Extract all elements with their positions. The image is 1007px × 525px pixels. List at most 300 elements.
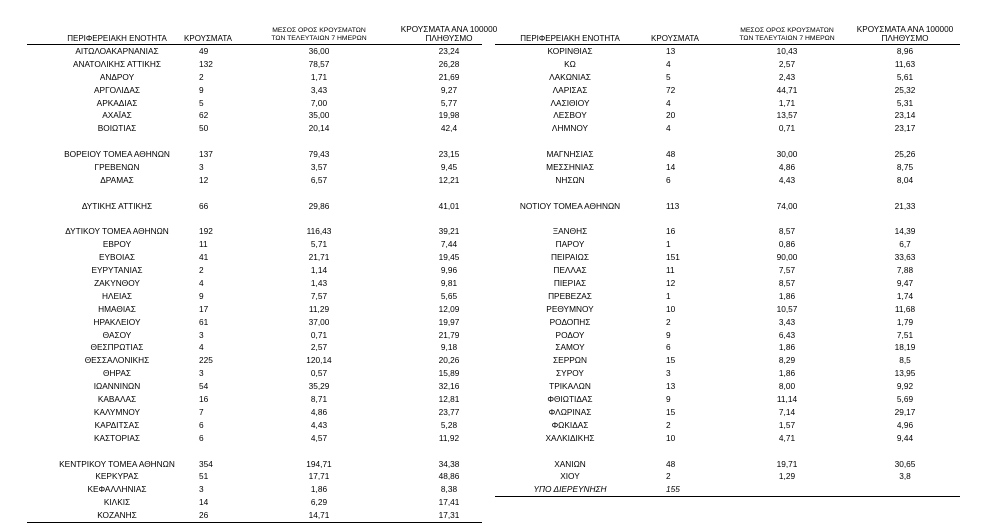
cell-cases: 2 [199, 265, 204, 276]
cell-per: 42,4 [440, 123, 458, 134]
cell-avg: 4,43 [310, 419, 328, 430]
cell-region: ΦΛΩΡΙΝΑΣ [548, 406, 592, 417]
cell-per: 20,26 [438, 355, 460, 366]
cell-cases: 9 [666, 394, 671, 405]
cell-per: 9,44 [896, 432, 914, 443]
header-per100k-line2: ΠΛΗΘΥΣΜΟ [881, 34, 929, 43]
table-row [27, 174, 482, 187]
cell-cases: 10 [666, 432, 676, 443]
cell-per: 21,79 [438, 329, 460, 340]
cell-avg: 30,00 [776, 149, 798, 160]
cell-avg: 3,57 [310, 162, 328, 173]
cell-avg: 14,71 [308, 510, 330, 521]
cell-region: ΑΙΤΩΛΟΑΚΑΡΝΑΝΙΑΣ [75, 46, 159, 56]
cell-region: ΝΟΤΙΟΥ ΤΟΜΕΑ ΑΘΗΝΩΝ [519, 200, 621, 211]
cell-avg: 1,86 [310, 484, 328, 495]
cell-avg: 19,71 [776, 458, 798, 469]
cell-per: 9,81 [440, 278, 458, 289]
cell-region: ΜΕΣΣΗΝΙΑΣ [546, 162, 594, 173]
table-row [27, 380, 482, 393]
cell-cases: 15 [666, 406, 676, 417]
header-region: ΠΕΡΙΦΕΡΕΙΑΚΗ ΕΝΟΤΗΤΑ [520, 34, 620, 43]
table-row [27, 367, 482, 380]
cell-region: ΠΕΛΛΑΣ [553, 265, 587, 276]
header-per100k [399, 25, 499, 43]
cell-region: ΙΩΑΝΝΙΝΩΝ [93, 381, 141, 392]
cell-region: ΘΕΣΣΑΛΟΝΙΚΗΣ [84, 355, 150, 366]
cell-region: ΚΑΣΤΟΡΙΑΣ [93, 432, 141, 443]
cell-region: ΛΗΜΝΟΥ [551, 123, 589, 134]
cell-avg: 13,57 [776, 110, 798, 121]
cell-region: ΚΑΛΥΜΝΟΥ [93, 406, 141, 417]
cell-region: ΠΑΡΟΥ [555, 239, 585, 250]
cell-cases: 48 [666, 149, 676, 160]
cell-per: 12,09 [438, 303, 460, 314]
cell-cases: 2 [666, 419, 671, 430]
cell-per: 7,88 [896, 265, 914, 276]
table-row [27, 148, 482, 161]
cell-avg: 35,29 [308, 381, 330, 392]
cell-per: 21,69 [438, 71, 460, 82]
cell-region: ΠΕΙΡΑΙΩΣ [551, 252, 589, 263]
cell-per: 5,65 [440, 290, 458, 301]
cell-region: ΕΒΡΟΥ [102, 239, 132, 250]
table-row [27, 406, 482, 419]
cell-per: 1,79 [896, 316, 914, 327]
header-cases: ΚΡΟΥΣΜΑΤΑ [651, 34, 699, 43]
table-row [495, 290, 960, 303]
header-region: ΠΕΡΙΦΕΡΕΙΑΚΗ ΕΝΟΤΗΤΑ [67, 34, 167, 43]
cell-cases: 13 [666, 381, 676, 392]
cell-avg: 6,29 [310, 497, 328, 508]
cell-avg: 0,71 [310, 329, 328, 340]
cell-avg: 11,29 [308, 303, 330, 314]
table-row [27, 238, 482, 251]
cell-per: 18,19 [894, 342, 916, 353]
cell-cases: 137 [199, 149, 213, 160]
table-row [495, 174, 960, 187]
table-row [495, 316, 960, 329]
cell-cases: 3 [199, 484, 204, 495]
cell-cases: 61 [199, 316, 209, 327]
cell-region: ΧΙΟΥ [560, 471, 580, 482]
table-row [27, 251, 482, 264]
cell-cases: 12 [666, 278, 676, 289]
header-per100k-line1: ΚΡΟΥΣΜΑΤΑ ΑΝΑ 100000 [400, 25, 498, 34]
header-per100k-line1: ΚΡΟΥΣΜΑΤΑ ΑΝΑ 100000 [856, 25, 954, 34]
right-cases-table [495, 18, 960, 496]
cell-per: 23,17 [894, 123, 916, 134]
table-row [495, 277, 960, 290]
cell-avg: 0,86 [778, 239, 796, 250]
cell-region: ΚΟΡΙΝΘΙΑΣ [547, 46, 593, 56]
cell-per: 8,96 [896, 46, 914, 56]
row-spacer [27, 135, 482, 148]
cell-per: 17,41 [438, 497, 460, 508]
cell-region: ΚΩ [564, 58, 576, 69]
table-row [27, 84, 482, 97]
cell-avg: 44,71 [776, 84, 798, 95]
cell-cases: 66 [199, 200, 209, 211]
cell-avg: 6,43 [778, 329, 796, 340]
cell-cases: 14 [666, 162, 676, 173]
table-row [495, 303, 960, 316]
table-row [495, 419, 960, 432]
cell-per: 9,45 [440, 162, 458, 173]
table-row [495, 470, 960, 483]
cell-cases: 72 [666, 84, 676, 95]
cell-cases: 3 [199, 162, 204, 173]
cell-avg: 0,71 [778, 123, 796, 134]
cell-cases: 6 [666, 174, 671, 185]
cell-region: ΑΧΑΪΑΣ [102, 110, 132, 121]
cell-region: ΝΗΣΩΝ [555, 174, 585, 185]
cell-per: 5,31 [896, 97, 914, 108]
cell-cases: 9 [199, 290, 204, 301]
cell-avg: 5,71 [310, 239, 328, 250]
cell-cases: 10 [666, 303, 676, 314]
cell-region: ΕΥΒΟΙΑΣ [98, 252, 136, 263]
cell-region: ΗΛΕΙΑΣ [101, 290, 133, 301]
cell-avg: 1,86 [778, 290, 796, 301]
cell-avg: 6,57 [310, 174, 328, 185]
cell-region: ΔΡΑΜΑΣ [100, 174, 134, 185]
cell-per: 1,74 [896, 290, 914, 301]
cell-avg: 1,86 [778, 368, 796, 379]
row-spacer [27, 213, 482, 226]
cell-avg: 4,57 [310, 432, 328, 443]
cell-per: 11,68 [894, 303, 916, 314]
table-row [27, 470, 482, 483]
table-row [495, 432, 960, 445]
cell-per: 15,89 [438, 368, 460, 379]
right-table-bottom-rule [495, 496, 960, 497]
cell-per: 19,97 [438, 316, 460, 327]
table-row [27, 509, 482, 522]
cell-region: ΤΡΙΚΑΛΩΝ [549, 381, 591, 392]
cell-region: ΓΡΕΒΕΝΩΝ [94, 162, 140, 173]
cell-cases: 3 [199, 329, 204, 340]
cell-avg: 11,14 [776, 394, 798, 405]
table-row [495, 238, 960, 251]
cell-per: 39,21 [438, 226, 460, 237]
table-row [27, 419, 482, 432]
cell-cases: 1 [666, 239, 671, 250]
cell-per: 33,63 [894, 252, 916, 263]
cell-avg: 1,43 [310, 278, 328, 289]
cell-region: ΣΑΜΟΥ [555, 342, 585, 353]
table-row [27, 45, 482, 58]
cell-cases: 9 [199, 84, 204, 95]
cell-avg: 1,57 [778, 419, 796, 430]
cell-cases: 26 [199, 510, 209, 521]
cell-avg: 20,14 [308, 123, 330, 134]
table-row [27, 161, 482, 174]
cell-region: ΛΕΣΒΟΥ [553, 110, 587, 121]
cell-per: 9,47 [896, 278, 914, 289]
cell-avg: 10,57 [776, 303, 798, 314]
cell-region: ΡΕΘΥΜΝΟΥ [546, 303, 594, 314]
table-row [495, 354, 960, 367]
left-table-header [27, 18, 498, 45]
table-row [495, 483, 960, 496]
table-row [495, 406, 960, 419]
table-row [495, 161, 960, 174]
table-row [27, 432, 482, 445]
table-row [27, 483, 482, 496]
left-cases-table [27, 18, 498, 522]
cell-per: 11,63 [894, 58, 916, 69]
table-row [27, 341, 482, 354]
cell-avg: 74,00 [776, 200, 798, 211]
cell-per: 30,65 [894, 458, 916, 469]
cell-region: ΦΩΚΙΔΑΣ [551, 419, 589, 430]
cell-region: ΗΡΑΚΛΕΙΟΥ [93, 316, 141, 327]
cell-cases: 354 [199, 458, 213, 469]
cell-per: 23,15 [438, 149, 460, 160]
cell-cases: 13 [666, 46, 676, 56]
cell-per: 19,98 [438, 110, 460, 121]
cell-cases: 3 [666, 368, 671, 379]
cell-per: 32,16 [438, 381, 460, 392]
table-row [27, 393, 482, 406]
cell-region: ΣΕΡΡΩΝ [553, 355, 587, 366]
cell-cases: 20 [666, 110, 676, 121]
cell-per: 7,44 [440, 239, 458, 250]
cell-per: 25,26 [894, 149, 916, 160]
table-row [27, 71, 482, 84]
cell-per: 23,14 [894, 110, 916, 121]
cell-per: 13,95 [894, 368, 916, 379]
cell-region: ΣΥΡΟΥ [556, 368, 584, 379]
cell-per: 41,01 [438, 200, 460, 211]
table-row [495, 200, 960, 213]
left-table-body [27, 45, 482, 522]
cell-per: 26,28 [438, 58, 460, 69]
cell-cases: 6 [199, 432, 204, 443]
right-table-body [495, 45, 960, 496]
cell-cases: 2 [666, 316, 671, 327]
cell-avg: 4,71 [778, 432, 796, 443]
cell-avg: 7,00 [310, 97, 328, 108]
cell-avg: 3,43 [778, 316, 796, 327]
cell-per: 11,92 [438, 432, 460, 443]
cell-avg: 1,86 [778, 342, 796, 353]
cell-region: ΛΑΣΙΘΙΟΥ [550, 97, 590, 108]
table-row [495, 341, 960, 354]
cell-avg: 78,57 [308, 58, 330, 69]
cell-cases: 4 [666, 97, 671, 108]
cell-per: 9,18 [440, 342, 458, 353]
cell-avg: 4,86 [310, 406, 328, 417]
cell-avg: 35,00 [308, 110, 330, 121]
table-row [495, 84, 960, 97]
cell-region: ΑΝΑΤΟΛΙΚΗΣ ΑΤΤΙΚΗΣ [72, 58, 162, 69]
cell-region: ΕΥΡΥΤΑΝΙΑΣ [91, 265, 143, 276]
row-spacer [495, 445, 960, 458]
cell-cases: 54 [199, 381, 209, 392]
cell-per: 17,31 [438, 510, 460, 521]
cell-region: ΚΕΝΤΡΙΚΟΥ ΤΟΜΕΑ ΑΘΗΝΩΝ [59, 458, 175, 469]
cell-per: 23,24 [438, 46, 460, 56]
cell-region: ΘΗΡΑΣ [102, 368, 132, 379]
cell-avg: 79,43 [308, 149, 330, 160]
table-row [27, 109, 482, 122]
header-avg7-line2: ΤΩΝ ΤΕΛΕΥΤΑΙΩΝ 7 ΗΜΕΡΩΝ [739, 35, 835, 42]
cell-cases: 7 [199, 406, 204, 417]
cell-region: ΧΑΝΙΩΝ [554, 458, 586, 469]
cell-avg: 17,71 [308, 471, 330, 482]
header-avg7-line1: ΜΕΣΟΣ ΟΡΟΣ ΚΡΟΥΣΜΑΤΩΝ [272, 27, 366, 34]
cell-cases: 113 [666, 200, 680, 211]
table-row [495, 367, 960, 380]
cell-cases: 4 [199, 342, 204, 353]
cell-per: 9,96 [440, 265, 458, 276]
cell-per: 8,04 [896, 174, 914, 185]
cell-cases: 14 [199, 497, 209, 508]
row-spacer [495, 135, 960, 148]
cell-avg: 10,43 [776, 46, 798, 56]
cell-per: 34,38 [438, 458, 460, 469]
cell-avg: 29,86 [308, 200, 330, 211]
cell-per: 12,81 [438, 394, 460, 405]
cell-per: 25,32 [894, 84, 916, 95]
cell-per: 9,92 [896, 381, 914, 392]
cell-avg: 90,00 [776, 252, 798, 263]
left-table-bottom-rule [27, 522, 482, 523]
cell-per: 3,8 [899, 471, 911, 482]
cell-avg: 36,00 [308, 46, 330, 56]
cell-region: ΠΙΕΡΙΑΣ [553, 278, 587, 289]
cell-per: 29,17 [894, 406, 916, 417]
cell-region: ΞΑΝΘΗΣ [552, 226, 588, 237]
cell-cases: 6 [666, 342, 671, 353]
cell-per: 8,38 [440, 484, 458, 495]
header-avg7-line1: ΜΕΣΟΣ ΟΡΟΣ ΚΡΟΥΣΜΑΤΩΝ [740, 27, 834, 34]
cell-cases: 48 [666, 458, 676, 469]
cell-avg: 1,29 [778, 471, 796, 482]
cell-region: ΠΡΕΒΕΖΑΣ [548, 290, 592, 301]
cell-cases: 4 [199, 278, 204, 289]
header-avg7-line2: ΤΩΝ ΤΕΛΕΥΤΑΙΩΝ 7 ΗΜΕΡΩΝ [271, 35, 367, 42]
cell-region: ΚΑΡΔΙΤΣΑΣ [94, 419, 140, 430]
cell-cases: 62 [199, 110, 209, 121]
cell-region: ΑΡΓΟΛΙΔΑΣ [94, 84, 140, 95]
cell-region: ΑΝΔΡΟΥ [99, 71, 135, 82]
table-row [27, 225, 482, 238]
table-row [27, 458, 482, 471]
table-row [495, 148, 960, 161]
cell-region: ΚΕΦΑΛΛΗΝΙΑΣ [87, 484, 147, 495]
cell-per: 5,61 [896, 71, 914, 82]
table-row [495, 380, 960, 393]
cell-avg: 3,43 [310, 84, 328, 95]
table-row [495, 458, 960, 471]
table-row [495, 264, 960, 277]
cell-avg: 1,71 [310, 71, 328, 82]
cell-cases: 12 [199, 174, 209, 185]
cell-per: 5,69 [896, 394, 914, 405]
cell-per: 4,96 [896, 419, 914, 430]
cell-region: ΚΑΒΑΛΑΣ [97, 394, 137, 405]
table-row [495, 251, 960, 264]
cell-avg: 8,71 [310, 394, 328, 405]
cell-cases: 17 [199, 303, 209, 314]
cell-per: 7,51 [896, 329, 914, 340]
cell-cases: 6 [199, 419, 204, 430]
header-avg7 [727, 27, 847, 43]
cell-cases: 49 [199, 46, 209, 56]
cell-region: ΧΑΛΚΙΔΙΚΗΣ [545, 432, 595, 443]
table-row [495, 109, 960, 122]
cell-cases: 3 [199, 368, 204, 379]
row-spacer [495, 187, 960, 200]
cell-region: ΒΟΡΕΙΟΥ ΤΟΜΕΑ ΑΘΗΝΩΝ [64, 149, 170, 160]
header-cases: ΚΡΟΥΣΜΑΤΑ [184, 34, 232, 43]
cell-avg: 0,57 [310, 368, 328, 379]
right-table-header [495, 18, 960, 45]
cell-region: ΑΡΚΑΔΙΑΣ [96, 97, 138, 108]
table-row [495, 45, 960, 58]
cell-per: 5,28 [440, 419, 458, 430]
table-row [495, 225, 960, 238]
cell-avg: 116,43 [306, 226, 332, 237]
table-row [27, 316, 482, 329]
cell-cases: 1 [666, 290, 671, 301]
cell-region: ΘΕΣΠΡΩΤΙΑΣ [90, 342, 144, 353]
cell-cases: 4 [666, 123, 671, 134]
cell-per: 23,77 [438, 406, 460, 417]
table-row [27, 200, 482, 213]
cell-avg: 8,00 [778, 381, 796, 392]
cell-region: ΛΑΡΙΣΑΣ [552, 84, 588, 95]
table-row [27, 496, 482, 509]
row-spacer [27, 445, 482, 458]
table-row [27, 264, 482, 277]
row-spacer [27, 187, 482, 200]
cell-per: 19,45 [438, 252, 460, 263]
cell-avg: 4,43 [778, 174, 796, 185]
cell-region: ΦΘΙΩΤΙΔΑΣ [547, 394, 593, 405]
cell-per: 6,7 [899, 239, 911, 250]
cell-cases: 192 [199, 226, 213, 237]
table-row [27, 290, 482, 303]
cell-per: 14,39 [894, 226, 916, 237]
cell-avg: 8,57 [778, 226, 796, 237]
cell-avg: 2,57 [778, 58, 796, 69]
table-row [27, 122, 482, 135]
cell-per: 48,86 [438, 471, 460, 482]
cell-avg: 7,14 [778, 406, 796, 417]
cell-avg: 37,00 [308, 316, 330, 327]
table-row [495, 97, 960, 110]
cell-cases: 155 [666, 484, 680, 495]
table-row [495, 393, 960, 406]
cell-cases: 2 [199, 71, 204, 82]
cell-per: 5,77 [440, 97, 458, 108]
cell-region: ΔΥΤΙΚΗΣ ΑΤΤΙΚΗΣ [81, 200, 153, 211]
cell-cases: 132 [199, 58, 213, 69]
cell-avg: 8,57 [778, 278, 796, 289]
table-row [495, 329, 960, 342]
cell-per: 9,27 [440, 84, 458, 95]
row-spacer [495, 213, 960, 226]
cell-cases: 16 [199, 394, 209, 405]
cell-avg: 194,71 [306, 458, 332, 469]
cell-avg: 120,14 [306, 355, 332, 366]
cell-cases: 50 [199, 123, 209, 134]
table-row [27, 303, 482, 316]
